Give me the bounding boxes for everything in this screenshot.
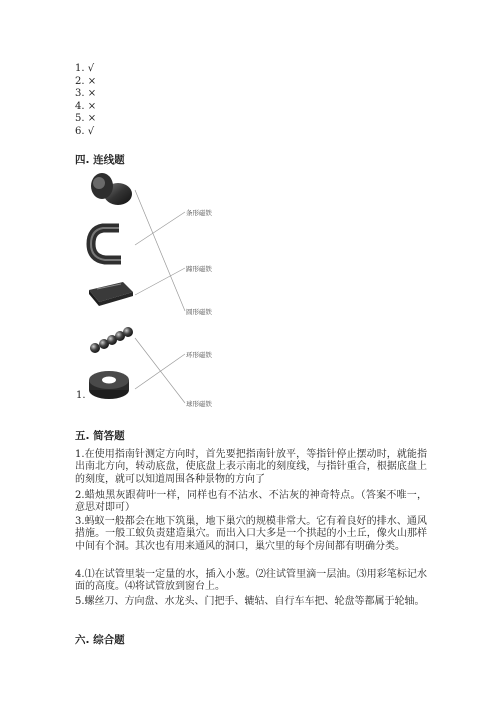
ball-magnet-chain-image <box>90 327 133 353</box>
label-ball-magnet: 球形磁铁 <box>186 400 212 408</box>
label-round-magnet: 圆形磁铁 <box>186 308 212 316</box>
answer-item: 3. × <box>75 88 97 100</box>
answer-paragraph-4: 4.⑴在试管里装一定量的水，插入小葱。⑵往试管里滴一层油。⑶用彩笔标记水面的高度。⑷将试管放到窗台上。 <box>75 569 427 593</box>
answer-paragraph-1: 1.在使用指南针测定方向时，首先要把指南针放平，等指针停止摆动时，就能指出南北方向，转动底盘，使底盘上表示南北的刻度线，与指针重合，根据底盘上的刻度，就可以知道周围各种景物的方向了 <box>75 449 427 485</box>
section-heading-comprehensive: 六. 综合题 <box>75 634 125 646</box>
bar-magnet-image <box>89 282 133 306</box>
answer-item: 5. × <box>75 113 97 125</box>
label-horseshoe-magnet: 蹄形磁铁 <box>186 265 212 273</box>
matching-figure <box>75 168 335 418</box>
answer-item: 1. √ <box>75 63 95 74</box>
horseshoe-magnet-image <box>91 228 121 260</box>
section-heading-matching: 四. 连线题 <box>75 154 125 166</box>
section-heading-short-answer: 五. 简答题 <box>75 430 125 442</box>
answer-item: 2. × <box>75 75 97 87</box>
label-ring-magnet: 环形磁铁 <box>186 351 212 359</box>
round-magnet-image <box>91 173 132 205</box>
answer-list <box>75 63 96 139</box>
answer-paragraph-2: 2.蜡烛黑灰跟荷叶一样，同样也有不沾水、不沾灰的神奇特点。（答案不唯一，意思对即可） <box>75 490 427 514</box>
answer-item: 6. √ <box>75 125 95 137</box>
item-number: 1. <box>76 390 86 401</box>
answer-paragraph-3: 3.蚂蚁一般都会在地下筑巢，地下巢穴的规模非常大。它有着良好的排水、通风措施。一般工蚁负责建造巢穴。而出入口大多是一个拱起的小土丘，像火山那样中间有个洞。其次也有用来通风的洞口，巢穴里的每个房间都有明确分类。 <box>75 516 427 552</box>
answer-item: 4. × <box>75 100 97 112</box>
ring-magnet-image <box>89 371 129 399</box>
matching-exercise <box>75 168 335 418</box>
connection-lines <box>135 190 185 403</box>
label-bar-magnet: 条形磁铁 <box>186 209 212 217</box>
answer-paragraph-5: 5.螺丝刀、方向盘、水龙头、门把手、辘轱、自行车车把、轮盘等都属于轮轴。 <box>75 596 425 607</box>
